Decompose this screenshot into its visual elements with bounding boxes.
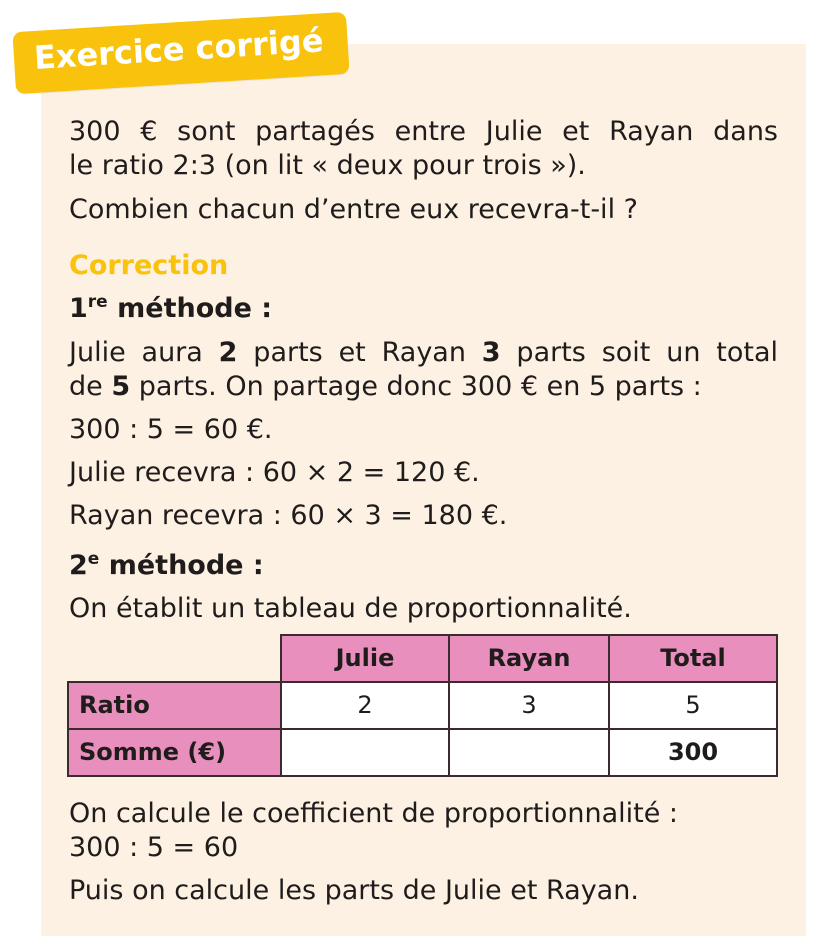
empty-corner-cell (68, 635, 281, 682)
table-row (68, 682, 777, 729)
method-2-after-1: On calcule le coefficient de proportionnalité : (69, 798, 679, 829)
method-2-after-2: 300 : 5 = 60 (69, 832, 239, 863)
method-1-line-5: Rayan recevra : 60 × 3 = 180 €. (69, 500, 508, 531)
table-header-row (68, 635, 777, 682)
text-part: parts. On partage donc 300 € en 5 parts : (130, 371, 702, 402)
bold-value: 2 (218, 337, 238, 368)
method-1-number: 1 (69, 293, 88, 324)
method-1-line-1 (69, 336, 778, 370)
bold-value: 5 (111, 371, 131, 402)
row-label: Somme (€) (68, 729, 281, 776)
bold-value: 3 (481, 337, 501, 368)
method-2-heading (69, 549, 264, 583)
method-1-line-4: Julie recevra : 60 × 2 = 120 €. (69, 457, 480, 488)
table-row (68, 729, 777, 776)
table-cell (449, 729, 609, 776)
method-1-line-3: 300 : 5 = 60 €. (69, 414, 273, 445)
row-label: Ratio (68, 682, 281, 729)
table-cell: 300 (609, 729, 777, 776)
problem-line-1: 300 € sont partagés entre Julie et Rayan dans (69, 116, 778, 147)
header-cell: Julie (281, 635, 449, 682)
badge-title: Exercice corrigé (32, 21, 325, 77)
method-1-sup: re (87, 292, 108, 312)
method-2-number: 2 (69, 550, 88, 581)
method-1-line-2 (69, 370, 702, 404)
proportionality-table (67, 634, 778, 777)
text-part: de (69, 371, 112, 402)
method-2-sup: e (87, 549, 100, 569)
method-1-title: méthode : (107, 293, 273, 324)
method-2-after-3: Puis on calcule les parts de Julie et Rayan. (69, 875, 639, 906)
table-cell: 3 (449, 682, 609, 729)
table-cell: 2 (281, 682, 449, 729)
text-part: parts et Rayan (237, 337, 482, 368)
text-part: parts soit un total (500, 337, 778, 368)
method-2-line-1: On établit un tableau de proportionnalité. (69, 593, 632, 624)
table-cell (281, 729, 449, 776)
text-part: Julie aura (69, 337, 219, 368)
problem-line-3: Combien chacun d’entre eux recevra-t-il ? (69, 194, 638, 225)
header-cell: Rayan (449, 635, 609, 682)
problem-line-2: le ratio 2:3 (on lit « deux pour trois »). (69, 150, 586, 181)
method-2-title: méthode : (99, 550, 264, 581)
header-cell: Total (609, 635, 777, 682)
correction-heading: Correction (69, 250, 229, 281)
method-1-heading (69, 292, 272, 326)
table-cell: 5 (609, 682, 777, 729)
